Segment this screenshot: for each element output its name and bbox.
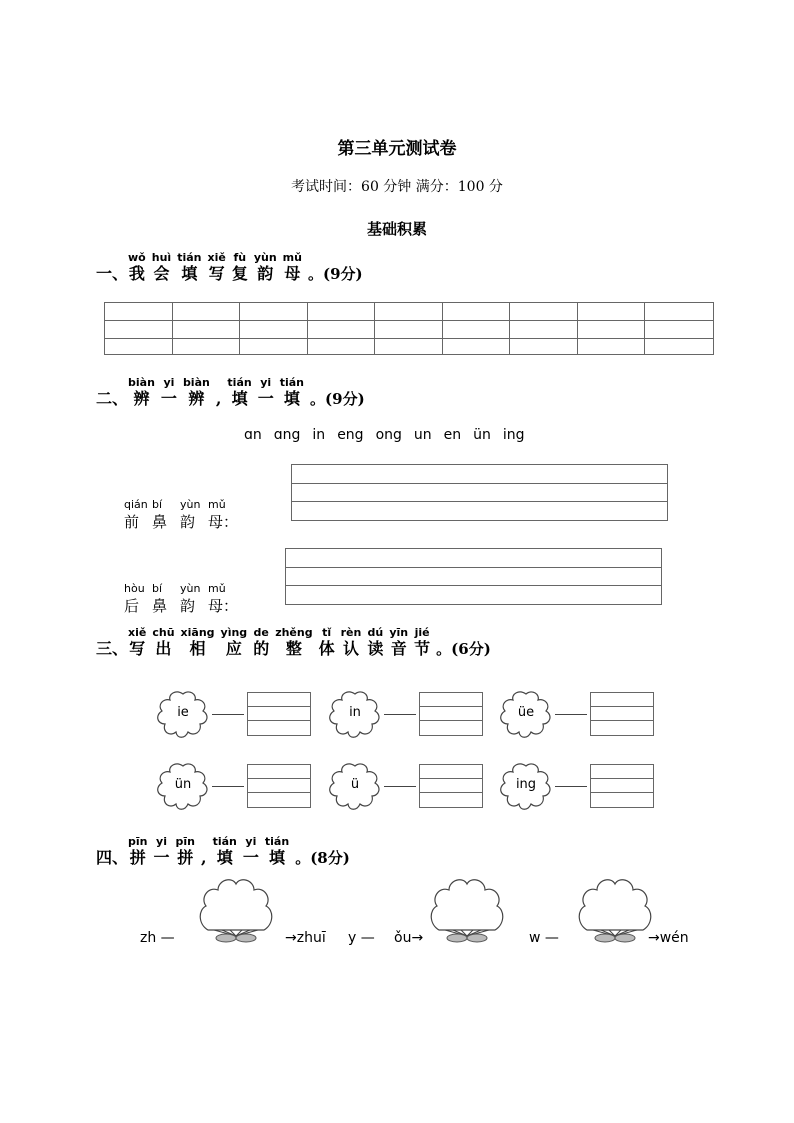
label-char: 鼻 (152, 513, 168, 531)
question-score: 。(6分) (436, 640, 491, 658)
pinyin-char: , (201, 848, 207, 867)
final-option: ün (473, 427, 491, 443)
pinyin-char: chū 出 (152, 626, 175, 658)
label-pinyin: yùn (180, 498, 201, 511)
final-option: ing (502, 427, 525, 443)
label-char: 母： (208, 513, 239, 531)
answer-box[interactable] (590, 764, 654, 808)
pinyin-char: pīn 拼 (128, 835, 148, 867)
pinyin-char: wǒ 我 (128, 251, 146, 283)
final-option: ong (375, 427, 402, 443)
pinyin-char: rèn 认 (340, 626, 362, 658)
question-score: 。(9分) (307, 265, 363, 283)
pinyin-char: yi 一 (153, 835, 170, 867)
question-3 (96, 627, 491, 659)
question-2 (96, 377, 365, 409)
pinyin-char: xiě 写 (207, 251, 226, 283)
label-pinyin: hòu (124, 582, 145, 595)
pinyin-char: yi 一 (160, 376, 177, 408)
final-option: in (312, 427, 326, 443)
grid-cell[interactable] (308, 303, 376, 354)
flower-syllable-item (327, 762, 487, 812)
back-nasal-label (124, 582, 239, 616)
final-option: un (413, 427, 432, 443)
shell-result: →wén (648, 930, 689, 946)
answer-box[interactable] (419, 764, 483, 808)
pinyin-char: biàn 辨 (128, 376, 155, 408)
shell-icon (196, 876, 276, 948)
label-pinyin: bí (152, 498, 163, 511)
connector-line (555, 786, 587, 787)
grid-cell[interactable] (510, 303, 578, 354)
pinyin-char: tián 填 (177, 251, 202, 283)
pinyin-char: pīn 拼 (175, 835, 195, 867)
shell-result: →zhuī (285, 930, 326, 946)
shell-answer-area[interactable] (196, 876, 276, 952)
grid-cell[interactable] (443, 303, 511, 354)
label-pinyin: bí (152, 582, 163, 595)
question-number: 三、 (96, 639, 129, 658)
pinyin-char: fù 复 (231, 251, 248, 283)
pinyin-char: mǔ 母 (282, 251, 302, 283)
pinyin-char: yìng 应 (220, 626, 248, 658)
shell-result: ǒu→ (394, 930, 424, 946)
answer-box[interactable] (247, 764, 311, 808)
label-char: 鼻 (152, 597, 168, 615)
page-title: 第三单元测试卷 (337, 139, 457, 159)
connector-line (384, 714, 416, 715)
answer-box[interactable] (247, 692, 311, 736)
label-pinyin: yùn (180, 582, 201, 595)
pinyin-char: tián 填 (264, 835, 290, 867)
pinyin-char: , (215, 389, 222, 408)
pinyin-char: yùn 韵 (253, 251, 277, 283)
label-pinyin: qián (124, 498, 148, 511)
front-nasal-answer-lines[interactable] (291, 464, 668, 521)
pinyin-char: yi 一 (242, 835, 259, 867)
connector-line (212, 786, 244, 787)
shell-initial: w — (529, 930, 559, 946)
flower-syllable-item (155, 690, 315, 740)
pinyin-char: tián 填 (279, 376, 305, 408)
exam-meta: 考试时间：60 分钟 满分：100 分 (291, 179, 503, 195)
pinyin-char: tián 填 (212, 835, 237, 867)
label-char: 前 (124, 513, 140, 531)
pinyin-char: tǐ 体 (318, 626, 335, 658)
flower-syllable-item (498, 690, 658, 740)
pinyin-char: yīn 音 (389, 626, 409, 658)
connector-line (212, 714, 244, 715)
connector-line (384, 786, 416, 787)
question-score: 。(9分) (310, 390, 365, 408)
flower-syllable-item (155, 762, 315, 812)
shell-answer-area[interactable] (575, 876, 655, 952)
flower-syllable-item (498, 762, 658, 812)
label-pinyin: mǔ (208, 582, 226, 595)
finals-options (244, 427, 537, 443)
pinyin-char: zhěng 整 (275, 626, 313, 658)
pinyin-char: huì 会 (151, 251, 172, 283)
question-number: 四、 (96, 848, 129, 867)
shell-initial: zh — (140, 930, 175, 946)
pinyin-char: xiě 写 (128, 626, 147, 658)
grid-cell[interactable] (578, 303, 646, 354)
answer-box[interactable] (419, 692, 483, 736)
pinyin-char: xiāng 相 (180, 626, 215, 658)
grid-cell[interactable] (173, 303, 241, 354)
question-number: 一、 (96, 264, 129, 283)
pinyin-char: dú 读 (367, 626, 384, 658)
answer-grid-q1[interactable] (104, 302, 714, 355)
grid-cell[interactable] (240, 303, 308, 354)
grid-cell[interactable] (105, 303, 173, 354)
question-score: 。(8分) (295, 849, 350, 867)
shell-initial: y — (348, 930, 375, 946)
connector-line (555, 714, 587, 715)
label-char: 韵 (180, 597, 196, 615)
flower-syllable: ing (515, 777, 537, 792)
flower-syllable: üe (517, 705, 535, 720)
flower-syllable: ie (177, 705, 189, 720)
section-heading: 基础积累 (366, 220, 427, 238)
flower-syllable: ün (174, 777, 192, 792)
answer-box[interactable] (590, 692, 654, 736)
shell-icon (427, 876, 507, 948)
question-4 (96, 836, 350, 868)
flower-syllable-item (327, 690, 487, 740)
grid-cell[interactable] (375, 303, 443, 354)
grid-cell[interactable] (645, 303, 713, 354)
label-char: 母： (208, 597, 239, 615)
pinyin-char: biàn 辨 (182, 376, 210, 408)
flower-syllable: in (349, 705, 361, 720)
pinyin-char: jié 节 (414, 626, 431, 658)
label-char: 韵 (180, 513, 196, 531)
pinyin-char: tián 填 (227, 376, 252, 408)
label-pinyin: mǔ (208, 498, 226, 511)
back-nasal-answer-lines[interactable] (285, 548, 662, 605)
front-nasal-label (124, 498, 239, 532)
final-option: en (443, 427, 462, 443)
flower-syllable: ü (350, 777, 360, 792)
shell-icon (575, 876, 655, 948)
final-option: ɑng (273, 427, 301, 443)
final-option: eng (337, 427, 364, 443)
final-option: ɑn (244, 427, 262, 443)
pinyin-char: de 的 (253, 626, 270, 658)
label-char: 后 (124, 597, 140, 615)
pinyin-char: yi 一 (257, 376, 274, 408)
shell-answer-area[interactable] (427, 876, 507, 952)
question-1 (96, 252, 363, 284)
question-number: 二、 (96, 389, 129, 408)
